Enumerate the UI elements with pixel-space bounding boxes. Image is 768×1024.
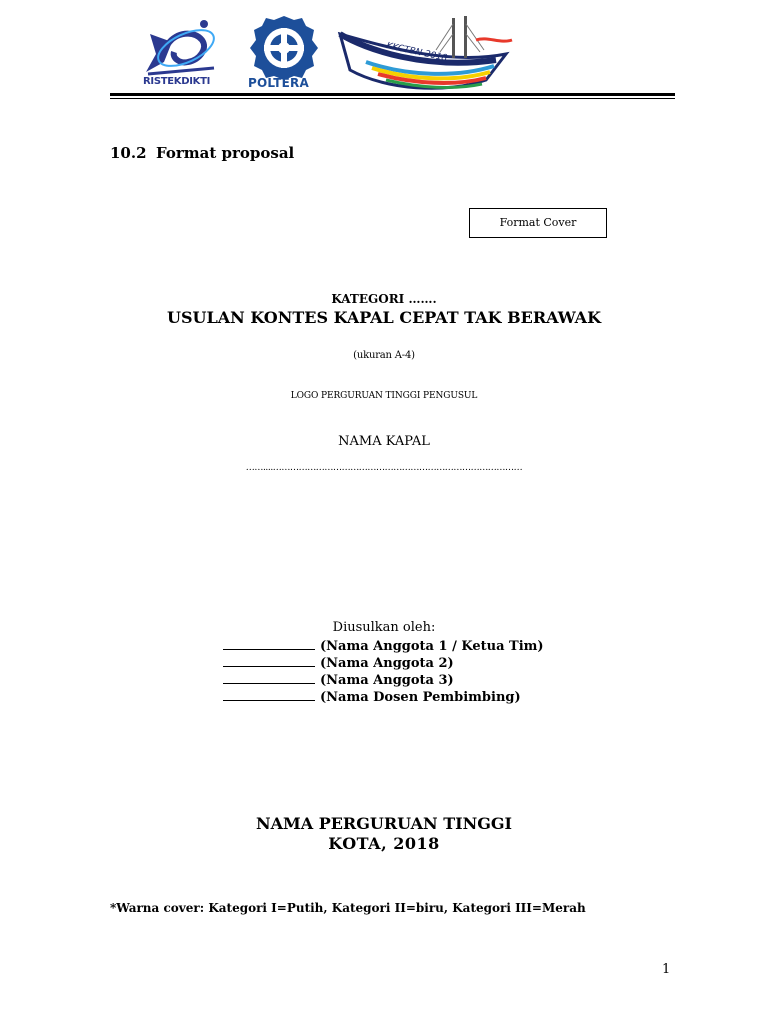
ship-name-dots: ……....……………………………………………………………………………	[245, 463, 523, 473]
proposed-by-label: Diusulkan oleh:	[332, 620, 436, 635]
ship-name-label: NAMA KAPAL	[338, 434, 430, 449]
header-rule-thin	[110, 98, 675, 99]
member-line: (Nama Dosen Pembimbing)	[223, 688, 521, 706]
blank-underline	[223, 637, 315, 650]
section-title: Format proposal	[156, 144, 295, 162]
kategori-label: KATEGORI …….	[331, 292, 437, 306]
section-number: 10.2	[110, 144, 147, 162]
city-year: KOTA, 2018	[328, 834, 440, 853]
section-heading	[110, 144, 294, 162]
cover-title: USULAN KONTES KAPAL CEPAT TAK BERAWAK	[167, 308, 601, 327]
cover-color-note: *Warna cover: Kategori I=Putih, Kategori II=biru, Kategori III=Merah	[110, 901, 586, 915]
member-line: (Nama Anggota 3)	[223, 671, 454, 689]
size-note: (ukuran A-4)	[353, 350, 415, 361]
format-cover-box: Format Cover	[469, 208, 607, 238]
logo-placeholder-text: LOGO PERGURUAN TINGGI PENGUSUL	[290, 391, 478, 401]
poltera-caption: POLTERA	[248, 76, 309, 90]
blank-underline	[223, 688, 315, 701]
kkctbn-logo	[336, 14, 514, 96]
kkctbn-caption: KKCTBN 2018	[385, 41, 449, 64]
header-rule	[110, 93, 675, 96]
member-line: (Nama Anggota 1 / Ketua Tim)	[223, 637, 544, 655]
ristekdikti-caption: RISTEKDIKTI	[143, 76, 211, 87]
blank-underline	[223, 654, 315, 667]
page-number: 1	[662, 962, 671, 977]
member-line: (Nama Anggota 2)	[223, 654, 454, 672]
blank-underline	[223, 671, 315, 684]
university-name: NAMA PERGURUAN TINGGI	[255, 814, 513, 833]
